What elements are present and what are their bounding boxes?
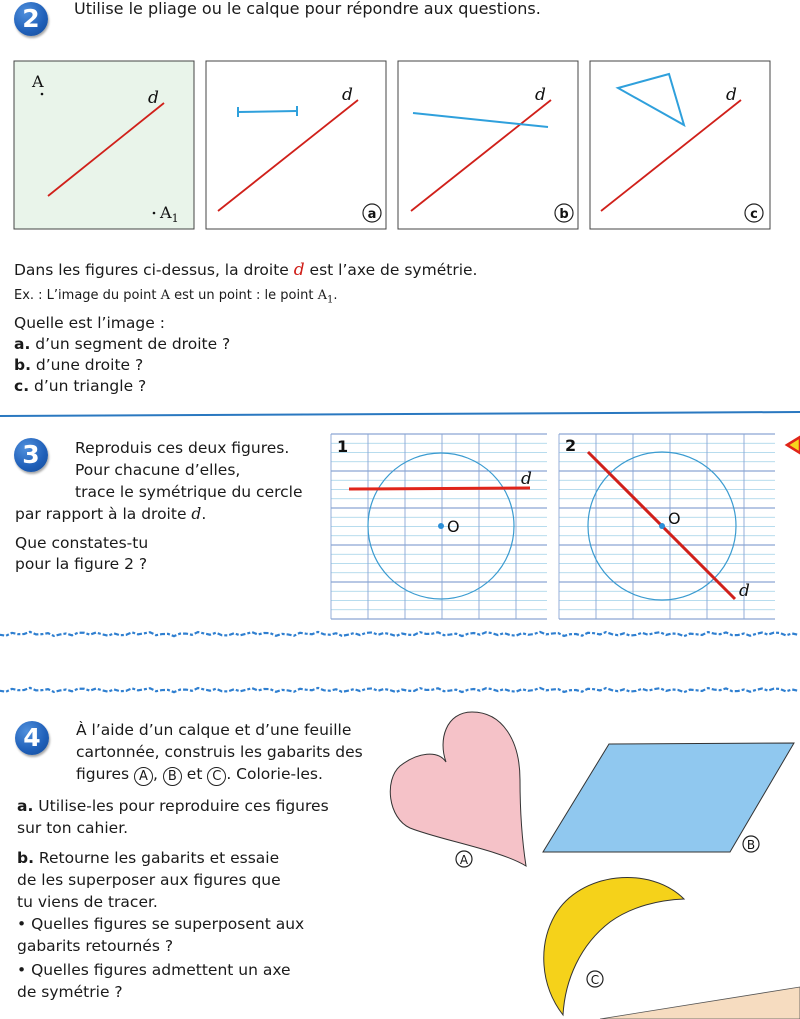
example-text-mid: est un point : le point — [169, 288, 318, 303]
example-panel — [14, 61, 194, 229]
exercise-4-b-line-2: de les superposer aux figures que — [17, 871, 281, 889]
exercise-4-bullet-2b: de symétrie ? — [17, 983, 123, 1001]
item-text: d’un segment de droite ? — [30, 335, 231, 353]
panel-a — [206, 61, 386, 229]
heart-shape-a — [390, 712, 526, 867]
intro-text: Dans les figures ci-dessus, la droite — [14, 261, 294, 279]
parallelogram-shape-b — [543, 743, 794, 852]
exercise-4-b-line-3: tu viens de tracer. — [17, 893, 158, 911]
exercise-2-question: Quelle est l’image : — [14, 314, 165, 332]
exercise-2-example — [14, 285, 337, 311]
blue-segment — [238, 111, 297, 112]
figure-2 — [565, 436, 750, 601]
exercise-4-shapes — [380, 700, 800, 1019]
arrow-marker-icon — [787, 437, 800, 453]
exercise-4-badge: 4 — [15, 721, 49, 755]
shape-label: A — [459, 853, 469, 867]
wavy-divider-top — [0, 628, 800, 640]
question-item-a — [14, 334, 230, 355]
item-text: d’une droite ? — [30, 356, 144, 374]
section-divider — [0, 410, 800, 418]
example-point-a: A — [160, 288, 170, 303]
example-text: Ex. : L’image du point — [14, 288, 161, 303]
center-label: O — [447, 517, 460, 536]
page-corner — [600, 987, 800, 1019]
example-point-a1-sub: 1 — [326, 294, 334, 306]
shape-label: B — [746, 838, 756, 852]
axis-label: d — [535, 85, 546, 105]
item-label: b. — [17, 849, 34, 867]
axis-label: d — [521, 469, 532, 489]
exercise-2-intro — [14, 260, 477, 281]
point-a1-label: $A_1$ — [160, 203, 179, 225]
item-label: b. — [14, 356, 31, 374]
exercise-3-badge: 3 — [14, 438, 48, 472]
shape-label-a: A — [134, 767, 153, 786]
exercise-4-bullet-1b: gabarits retournés ? — [17, 937, 174, 955]
intro-text: figures — [76, 765, 134, 783]
panel-letter: c — [750, 207, 758, 222]
exercise-4-bullet-1a: • Quelles figures se superposent aux — [17, 915, 305, 933]
question-item-c — [14, 376, 146, 397]
exercise-4-a-line-2: sur ton cahier. — [17, 819, 129, 837]
panel-letter: a — [367, 207, 377, 222]
center-point — [659, 523, 665, 529]
example-end: . — [333, 288, 338, 303]
exercise-4-intro-1: À l’aide d’un calque et d’une feuille — [76, 721, 352, 739]
item-label: a. — [14, 335, 31, 353]
exercise-4-b-line-1 — [17, 848, 279, 869]
axis-label: d — [739, 581, 750, 601]
item-label: c. — [14, 377, 30, 395]
item-text: Retourne les gabarits et essaie — [33, 849, 280, 867]
exercise-2-title: Utilise le pliage ou le calque pour répondre aux questions. — [74, 0, 541, 18]
axis-line — [349, 488, 530, 489]
exercise-3-question-2: pour la figure 2 ? — [15, 555, 148, 573]
line-end: . — [201, 505, 207, 523]
shape-label-b: B — [163, 767, 182, 786]
axis-d: d — [191, 505, 202, 523]
exercise-4-bullet-2a: • Quelles figures admettent un axe — [17, 961, 291, 979]
exercise-3-line-4 — [15, 504, 206, 525]
exercise-2-badge: 2 — [14, 2, 48, 36]
panel-c — [590, 61, 770, 229]
separator: , — [153, 765, 163, 783]
exercise-3-line-2: Pour chacune d’elles, — [75, 461, 241, 479]
line-text: par rapport à la droite — [15, 505, 192, 523]
panel-letter: b — [559, 207, 569, 222]
item-label: a. — [17, 797, 34, 815]
center-point — [438, 523, 444, 529]
center-label: O — [668, 509, 681, 528]
wavy-divider-bottom — [0, 684, 800, 696]
example-point-a1: A — [317, 288, 327, 303]
item-text: Utilise-les pour reproduire ces figures — [33, 797, 329, 815]
intro-text-end: est l’axe de symétrie. — [304, 261, 478, 279]
exercise-4-intro-2: cartonnée, construis les gabarits des — [76, 743, 363, 761]
exercise-2-figures — [0, 55, 800, 235]
figure-1 — [337, 437, 532, 599]
separator: et — [181, 765, 208, 783]
exercise-4-a-line-1 — [17, 796, 329, 817]
exercise-4-intro-3 — [76, 764, 323, 786]
shape-label: C — [590, 973, 600, 987]
exercise-3-line-1: Reproduis ces deux figures. — [75, 439, 290, 457]
panel-b — [398, 61, 578, 229]
intro-axis-d: d — [293, 260, 305, 280]
point-a1-dot — [153, 212, 156, 215]
axis-label: d — [148, 88, 159, 108]
intro-end: . Colorie-les. — [226, 765, 323, 783]
axis-label: d — [342, 85, 353, 105]
exercise-3-question-1: Que constates-tu — [15, 534, 149, 552]
exercise-3-figures — [325, 428, 800, 620]
item-text: d’un triangle ? — [29, 377, 147, 395]
figure-number: 1 — [337, 437, 349, 456]
point-a-dot — [41, 93, 44, 96]
point-a-label: A — [32, 72, 44, 91]
figure-number: 2 — [565, 436, 577, 455]
crescent-shape-c — [544, 877, 684, 1015]
axis-label: d — [726, 85, 737, 105]
exercise-3-line-3: trace le symétrique du cercle — [75, 483, 303, 501]
shape-label-c: C — [207, 767, 226, 786]
question-item-b — [14, 355, 143, 376]
